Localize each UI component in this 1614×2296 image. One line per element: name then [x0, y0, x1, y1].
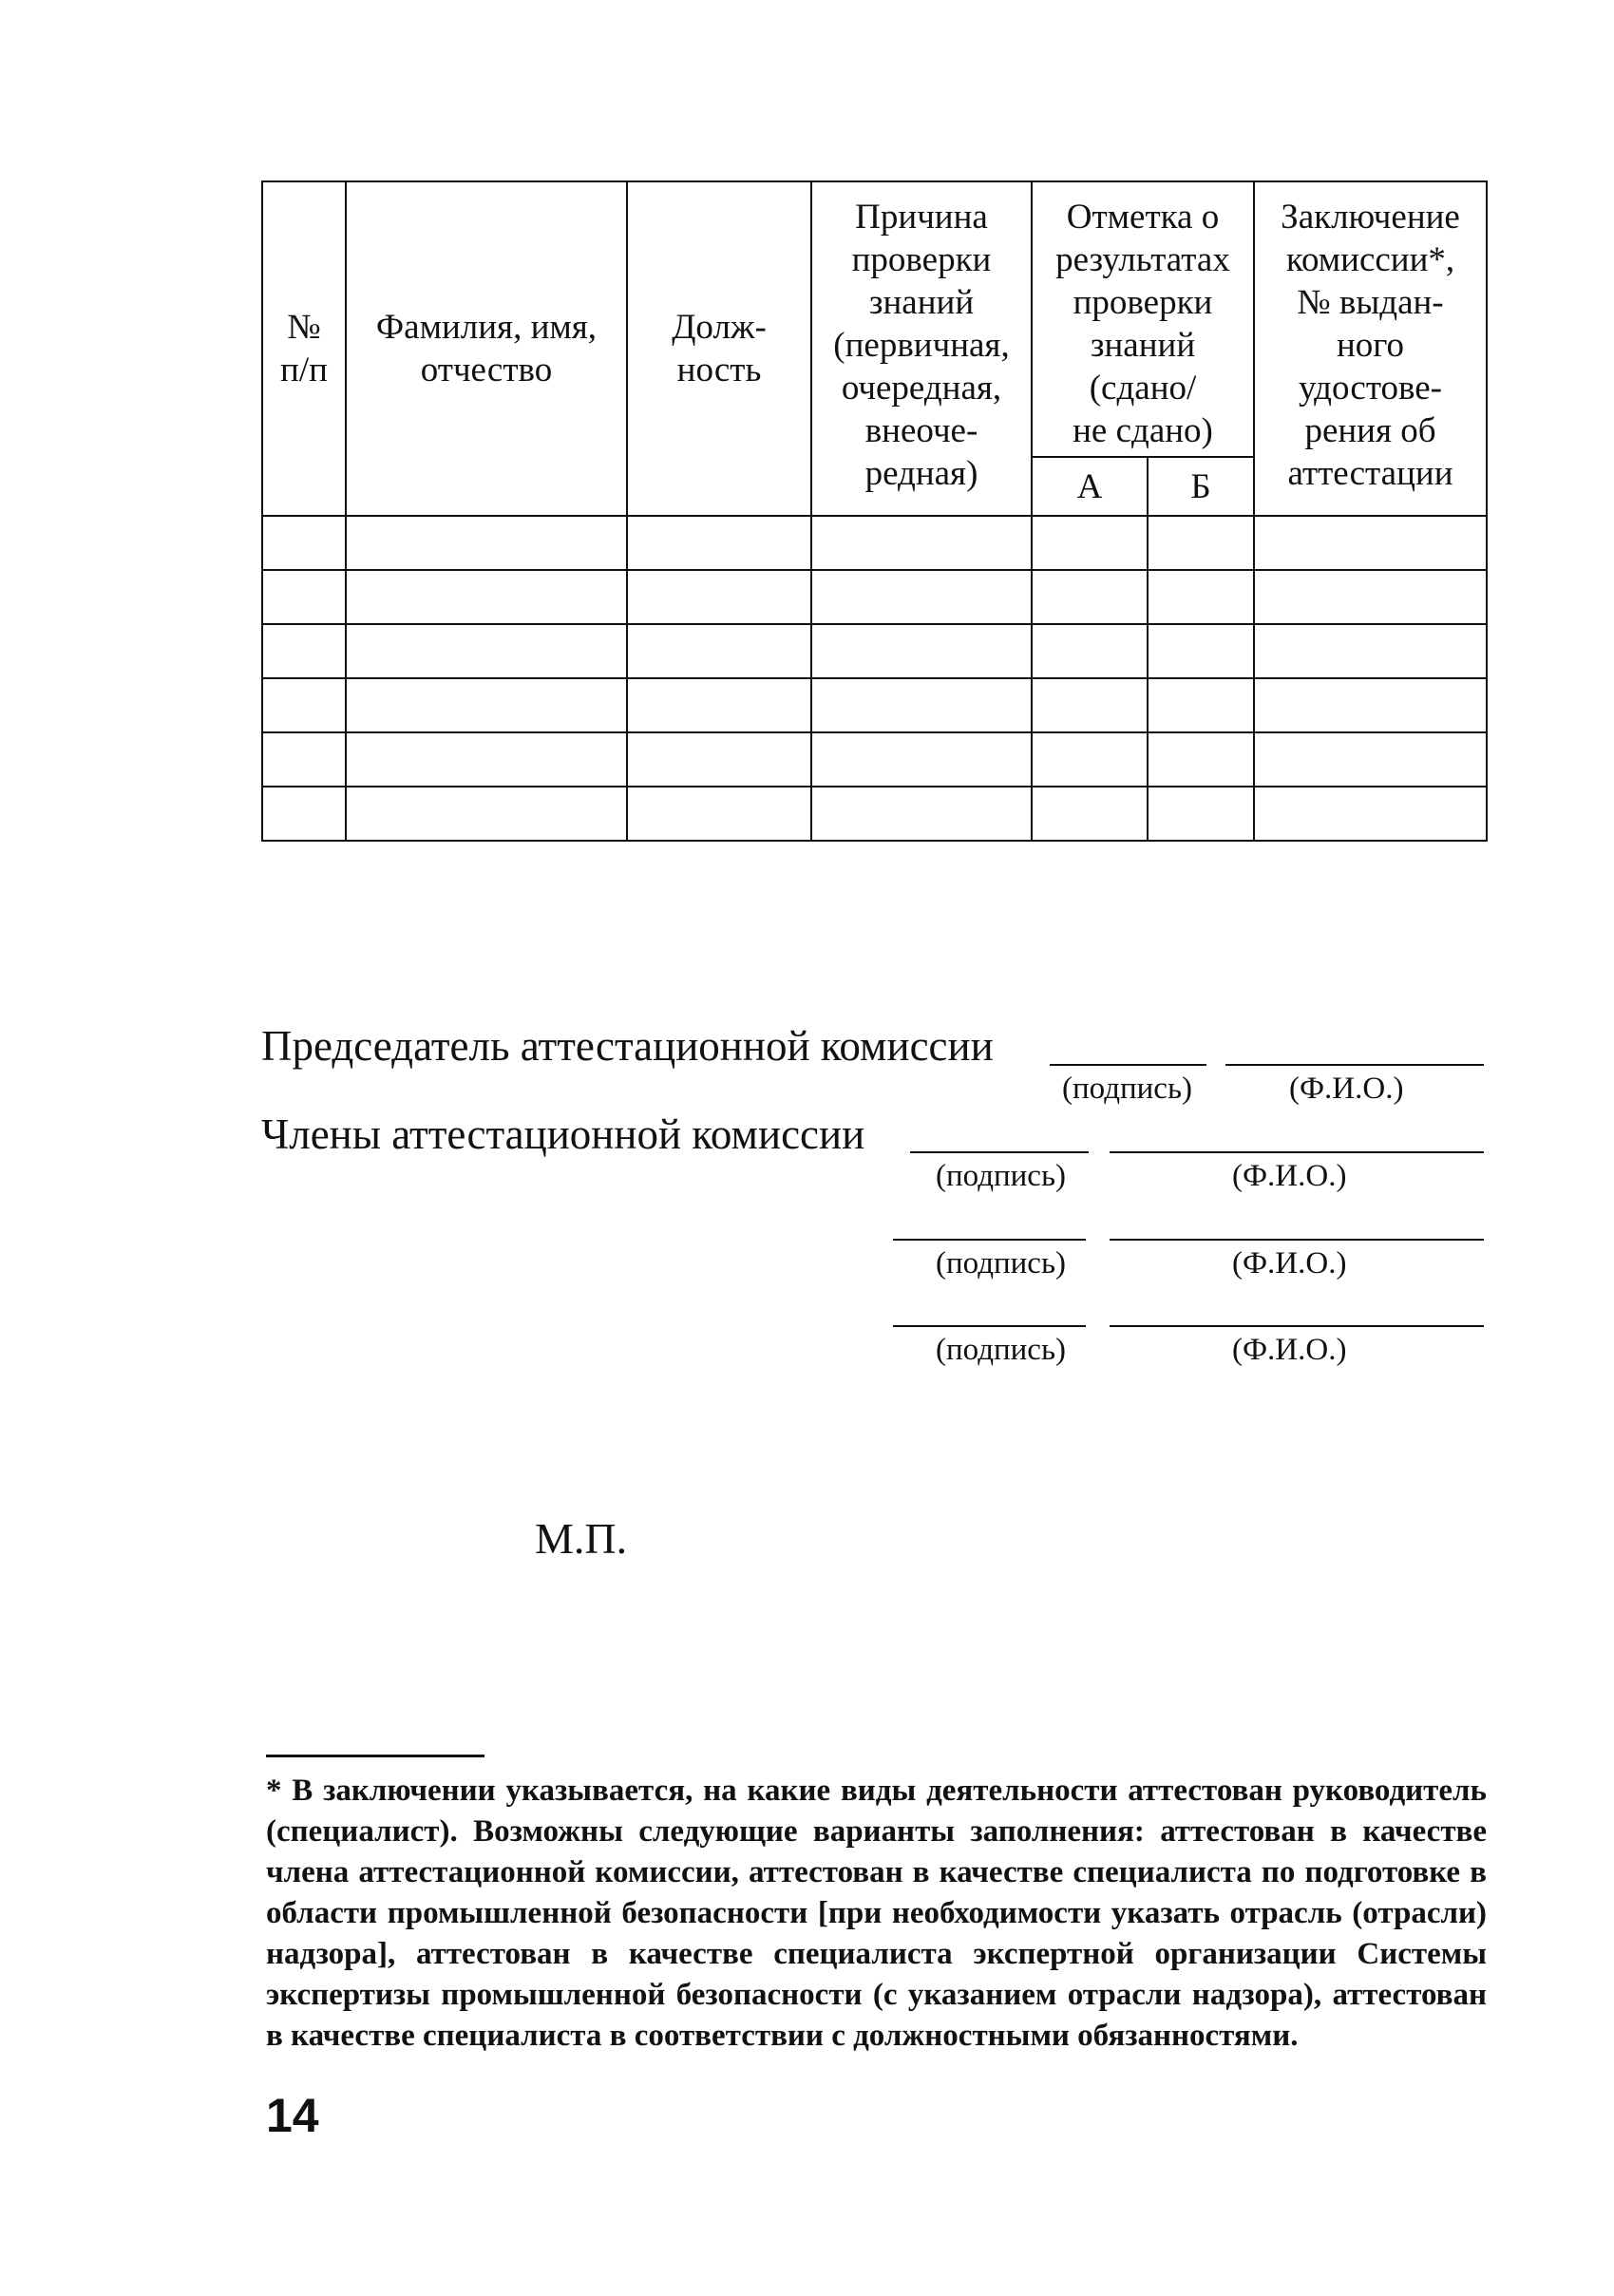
header-number: № п/п	[262, 181, 346, 516]
chairman-name-caption: (Ф.И.О.)	[1289, 1072, 1404, 1106]
chairman-label: Председатель аттестационной комиссии	[261, 1022, 994, 1070]
members-label: Члены аттестационной комиссии	[261, 1110, 865, 1158]
member1-name-caption: (Ф.И.О.)	[1232, 1159, 1347, 1193]
header-reason: Причина проверки знаний (первичная, очередная, внеоче- редная)	[811, 181, 1032, 516]
table-row	[262, 787, 1487, 841]
member1-signature-line	[910, 1151, 1089, 1153]
table-row	[262, 678, 1487, 732]
attestation-table	[261, 180, 1488, 842]
member1-name-line	[1110, 1151, 1484, 1153]
member3-signature-caption: (подпись)	[936, 1333, 1066, 1367]
header-conclusion: Заключение комиссии*, № выдан- ного удостове- рения об аттестации	[1254, 181, 1487, 516]
footnote-rule	[266, 1755, 484, 1757]
table-row	[262, 624, 1487, 678]
table-row	[262, 732, 1487, 787]
header-full-name: Фамилия, имя, отчество	[346, 181, 627, 516]
member1-signature-caption: (подпись)	[936, 1159, 1066, 1193]
header-result-b: Б	[1148, 457, 1254, 516]
member2-signature-caption: (подпись)	[936, 1246, 1066, 1281]
header-position: Долж- ность	[627, 181, 811, 516]
chairman-signature-caption: (подпись)	[1062, 1072, 1192, 1106]
header-result-a: А	[1032, 457, 1148, 516]
chairman-signature-line	[1050, 1064, 1206, 1066]
member2-name-line	[1110, 1239, 1484, 1241]
member3-name-caption: (Ф.И.О.)	[1232, 1333, 1347, 1367]
header-result-mark: Отметка о результатах проверки знаний (сдано/ не сдано)	[1032, 181, 1254, 457]
page-number: 14	[266, 2089, 319, 2142]
table-row	[262, 516, 1487, 570]
table-row	[262, 570, 1487, 624]
member2-signature-line	[893, 1239, 1086, 1241]
member3-signature-line	[893, 1325, 1086, 1327]
footnote: * В заключении указывается, на какие виды деятельности аттестован руководитель (специалист). Возможны следующие варианты заполнения: аттестован в качестве члена аттестационной комиссии, аттестован в качестве специалиста по подготовке в области промышленной безопасности [при необходимости указать отрасль (отрасли) надзора], аттестован в качестве специалиста экспертной организации Системы экспертизы промышленной безопасности (с указанием отрасли надзора), аттестован в качестве специалиста в соответствии с должностными обязанностями.	[266, 1774, 1487, 2053]
stamp-place: М.П.	[535, 1514, 628, 1563]
member3-name-line	[1110, 1325, 1484, 1327]
chairman-name-line	[1225, 1064, 1484, 1066]
member2-name-caption: (Ф.И.О.)	[1232, 1246, 1347, 1281]
